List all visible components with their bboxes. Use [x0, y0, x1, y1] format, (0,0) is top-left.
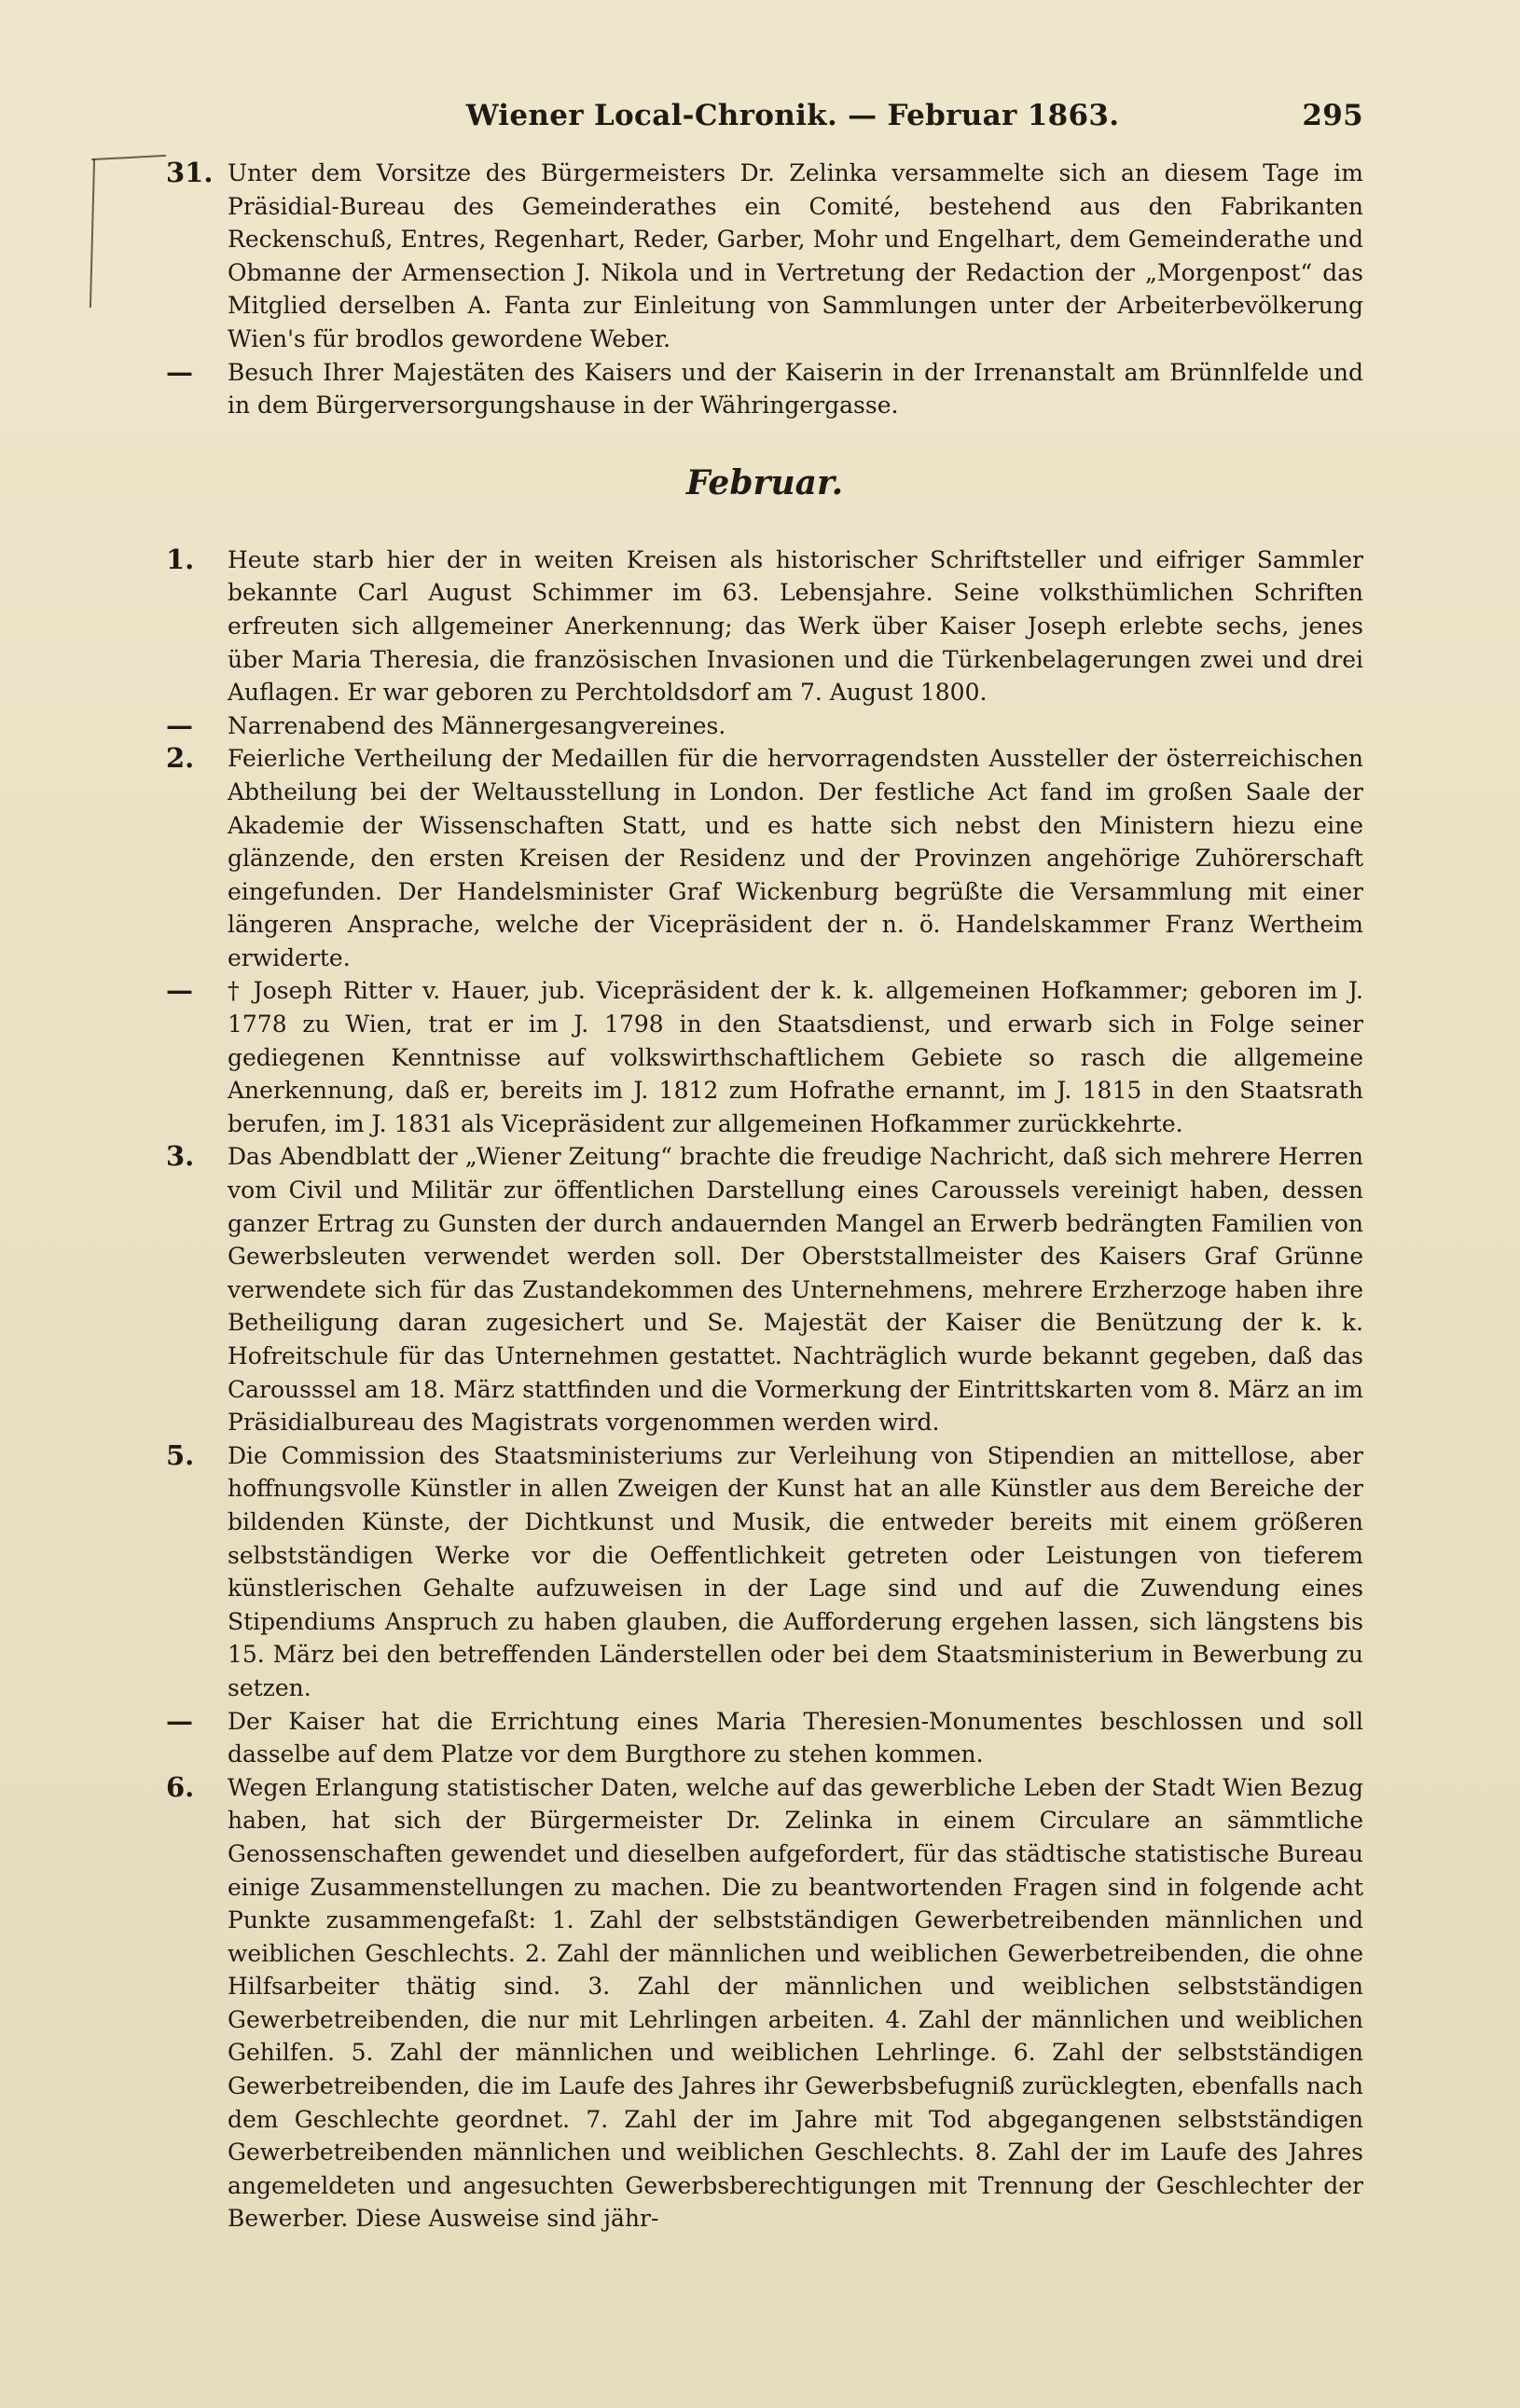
chronicle-entry: [166, 356, 1363, 422]
entry-text: Die Commission des Staatsministeriums zur Verleihung von Stipendien an mittellose, aber hoffnungsvolle Künstler in allen Zweigen der Kunst hat an alle Künstler aus dem Bereiche der bildenden Künste, der Dichtkunst und Musik, die entweder bereits mit einem größeren selbstständigen Werke vor die Oeffentlichkeit getreten oder Leistungen von tieferem künstlerischen Gehalte aufzuweisen in der Lage sind und auf die Zuwendung eines Stipendiums Anspruch zu haben glauben, die Aufforderung ergehen lassen, sich längstens bis 15. März bei den betreffenden Länderstellen oder bei dem Staatsministerium in Bewerbung zu setzen.: [228, 1441, 1363, 1701]
entry-text: Feierliche Vertheilung der Medaillen für die hervorragendsten Aussteller der österreichischen Abtheilung bei der Weltausstellung in London. Der festliche Act fand im großen Saale der Akademie der Wissenschaften Statt, und es hatte sich nebst den Ministern hiezu eine glänzende, den ersten Kreisen der Residenz und der Provinzen angehörige Zuhörerschaft eingefunden. Der Handelsminister Graf Wickenburg begrüßte die Versammlung mit einer längeren Ansprache, welche der Vicepräsident der n. ö. Handelskammer Franz Wertheim erwiderte.: [228, 745, 1363, 971]
chronicle-entry: [166, 157, 1363, 356]
entry-date: 6.: [166, 1770, 195, 1803]
pencil-mark: [91, 155, 166, 160]
february-entries: [166, 544, 1363, 2236]
entry-text: Wegen Erlangung statistischer Daten, welche auf das gewerbliche Leben der Stadt Wien Bezug haben, hat sich der Bürgermeister Dr. Zelinka in einem Circulare an sämmtliche Genossenschaften gewendet und dieselben aufgefordert, für das städtische statistische Bureau einige Zusammenstellungen zu machen. Die zu beantwortenden Fragen sind in folgende acht Punkte zusammengefaßt: 1. Zahl der selbstständigen Gewerbetreibenden männlichen und weiblichen Geschlechts. 2. Zahl der männlichen und weiblichen Gewerbetreibenden, die ohne Hilfsarbeiter thätig sind. 3. Zahl der männlichen und weiblichen selbstständigen Gewerbetreibenden, die nur mit Lehrlingen arbeiten. 4. Zahl der männlichen und weiblichen Gehilfen. 5. Zahl der männlichen und weiblichen Lehrlinge. 6. Zahl der selbstständigen Gewerbetreibenden, die im Laufe des Jahres ihr Gewerbsbefugniß zurücklegten, ebenfalls nach dem Geschlechte geordnet. 7. Zahl der im Jahre mit Tod abgegangenen selbstständigen Gewerbetreibenden männlichen und weiblichen Geschlechts. 8. Zahl der im Laufe des Jahres angemeldeten und angesuchten Gewerbsberechtigungen mit Trennung der Geschlechter der Bewerber. Diese Ausweise sind jähr-: [228, 1773, 1363, 2233]
entry-text: Unter dem Vorsitze des Bürgermeisters Dr. Zelinka versammelte sich an diesem Tage im Präsidial-Bureau des Gemeinderathes ein Comité, bestehend aus den Fabrikanten Reckenschuß, Entres, Regenhart, Reder, Garber, Mohr und Engelhart, dem Gemeinderathe und Obmanne der Armensection J. Nikola und in Vertretung der Redaction der „Morgenpost“ das Mitglied derselben A. Fanta zur Einleitung von Sammlungen unter der Arbeiterbevölkerung Wien's für brodlos gewordene Weber.: [228, 159, 1363, 352]
running-header: [166, 99, 1363, 157]
chronicle-entry: [166, 1705, 1363, 1771]
entry-text: Narrenabend des Männergesangvereines.: [228, 711, 726, 739]
chronicle-entry: [166, 1140, 1363, 1438]
header-title: Wiener Local-Chronik. — Februar 1863.: [465, 99, 1120, 132]
entry-dash: —: [166, 1704, 193, 1737]
entry-dash: —: [166, 709, 193, 741]
entry-date: 31.: [166, 157, 214, 188]
prev-month-entries: [166, 157, 1363, 422]
entry-text: Besuch Ihrer Majestäten des Kaisers und der Kaiserin in der Irrenanstalt am Brünnlfelde und in dem Bürgerversorgungshause in der Währingergasse.: [228, 358, 1363, 420]
entry-date: 3.: [166, 1140, 195, 1173]
chronicle-entry: [166, 742, 1363, 974]
entry-text: Heute starb hier der in weiten Kreisen als historischer Schriftsteller und eifriger Sammler bekannte Carl August Schimmer im 63. Lebensjahre. Seine volksthümlichen Schriften erfreuten sich allgemeiner Anerkennung; das Werk über Kaiser Joseph erlebte sechs, jenes über Maria Theresia, die französischen Invasionen und die Türkenbelagerungen zwei und drei Auflagen. Er war geboren zu Perchtoldsdorf am 7. August 1800.: [228, 545, 1363, 707]
page-number: 295: [1302, 99, 1363, 132]
entry-date: 2.: [166, 742, 195, 775]
entry-text: † Joseph Ritter v. Hauer, jub. Vicepräsident der k. k. allgemeinen Hofkammer; geboren im J. 1778 zu Wien, trat er im J. 1798 in den Staatsdienst, und erwarb sich in Folge seiner gediegenen Kenntnisse auf volkswirthschaftlichem Gebiete so rasch die allgemeine Anerkennung, daß er, bereits im J. 1812 zum Hofrathe ernannt, im J. 1815 in den Staatsrath berufen, im J. 1831 als Vicepräsident zur allgemeinen Hofkammer zurückkehrte.: [228, 977, 1363, 1137]
chronicle-entry: [166, 1771, 1363, 2236]
entry-text: Das Abendblatt der „Wiener Zeitung“ brachte die freudige Nachricht, daß sich mehrere Herren vom Civil und Militär zur öffentlichen Darstellung eines Caroussels vereinigt haben, dessen ganzer Ertrag zu Gunsten der durch andauernden Mangel an Erwerb bedrängten Familien von Gewerbsleuten verwendet werden soll. Der Oberststallmeister des Kaisers Graf Grünne verwendete sich für das Zustandekommen des Unternehmens, mehrere Erzherzoge haben ihre Betheiligung daran zugesichert und Se. Majestät der Kaiser die Benützung der k. k. Hofreitschule für das Unternehmen gestattet. Nachträglich wurde bekannt gegeben, daß das Carousssel am 18. März stattfinden und die Vormerkung der Eintrittskarten vom 8. März an im Präsidialbureau des Magistrats vorgenommen werden wird.: [228, 1143, 1363, 1437]
entry-dash: —: [166, 355, 193, 388]
entry-text: Der Kaiser hat die Errichtung eines Maria Theresien-Monumentes beschlossen und soll dasselbe auf dem Platze vor dem Burgthore zu stehen kommen.: [228, 1707, 1363, 1768]
chronicle-entry: [166, 709, 1363, 743]
month-heading-text: Februar.: [685, 462, 844, 502]
pencil-bracket: [90, 158, 95, 308]
month-heading: [166, 450, 1363, 516]
entry-date: 1.: [166, 543, 195, 575]
chronicle-entry: [166, 544, 1363, 709]
chronicle-entry: [166, 1439, 1363, 1705]
entry-date: 5.: [166, 1438, 195, 1471]
chronicle-entry: [166, 974, 1363, 1140]
entry-dash: —: [166, 974, 193, 1007]
